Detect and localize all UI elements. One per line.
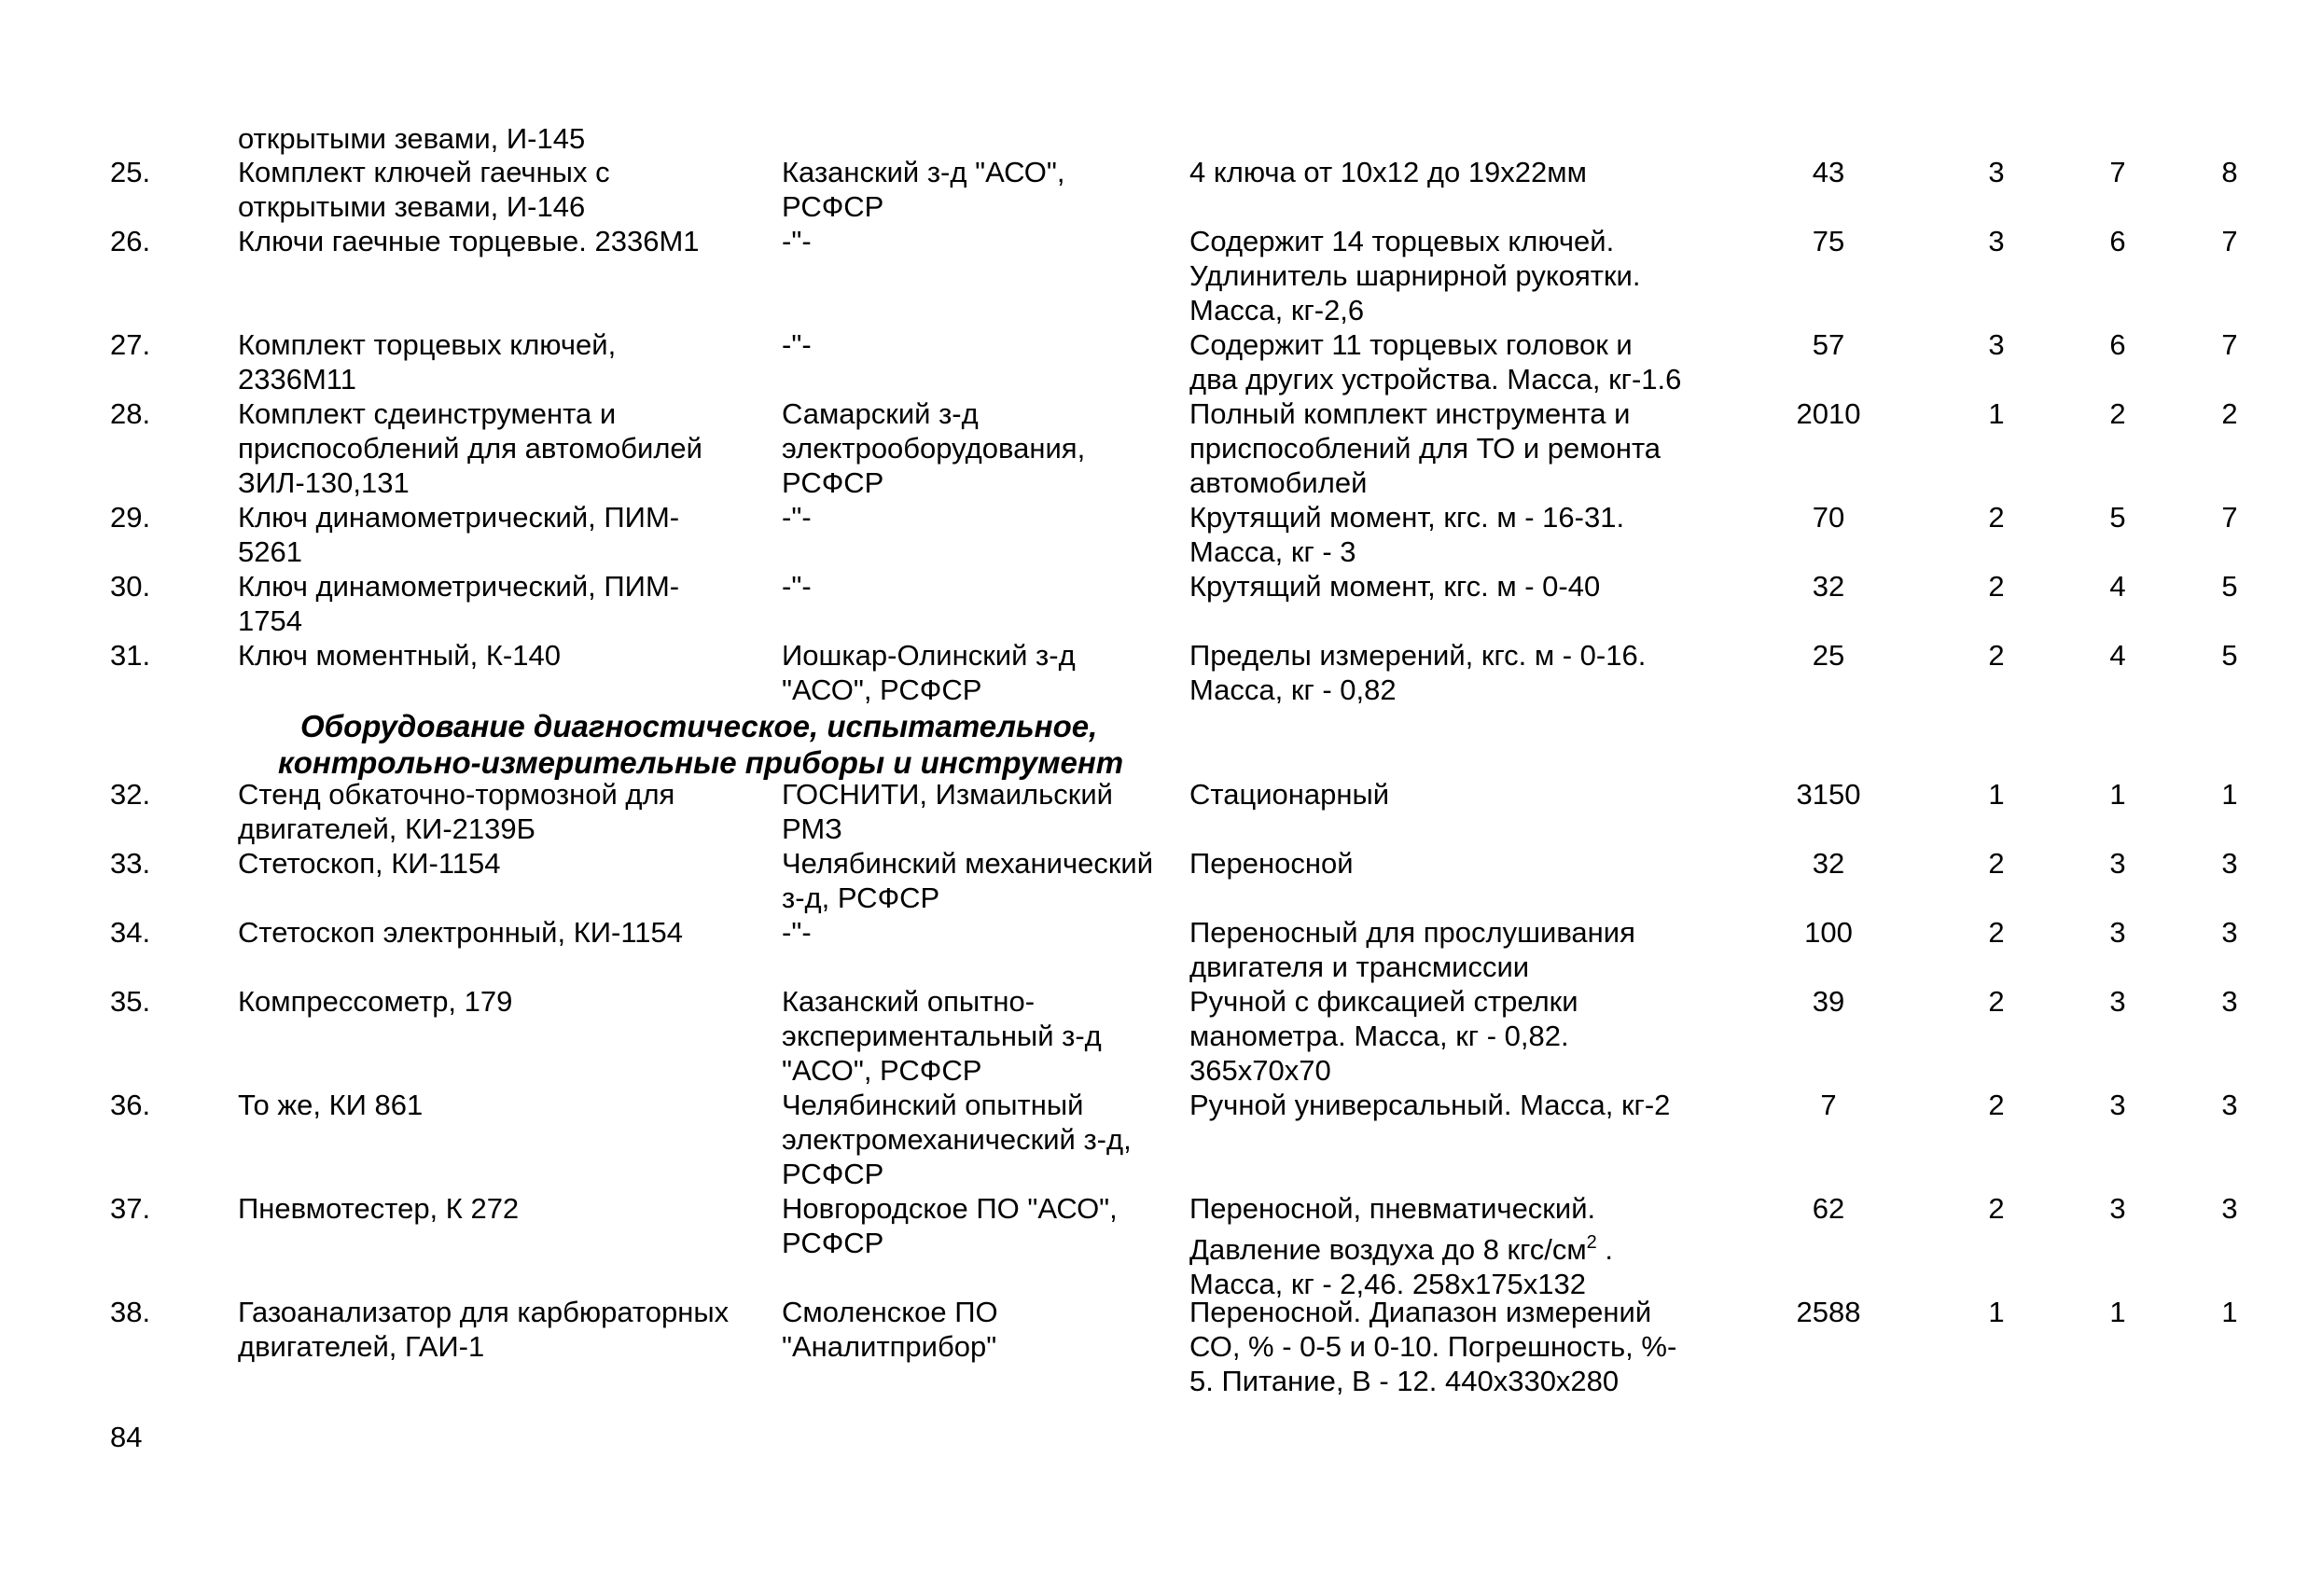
manufacturer: -"- <box>782 916 812 949</box>
value-col-3: 3 <box>2109 1089 2126 1121</box>
value-col-3: 7 <box>2109 156 2126 188</box>
value-col-2: 2 <box>1988 1089 2005 1121</box>
description: Ручной с фиксацией стрелки <box>1189 985 1578 1018</box>
description: Масса, кг - 0,82 <box>1189 673 1397 706</box>
value-col-1: 2588 <box>1796 1296 1861 1328</box>
value-col-2: 3 <box>1988 328 2005 361</box>
value-col-1: 43 <box>1812 156 1845 188</box>
row-number: 35. <box>110 985 151 1018</box>
description: 5. Питание, В - 12. 440х330х280 <box>1189 1365 1620 1397</box>
description: двигателя и трансмиссии <box>1189 951 1530 983</box>
item-name: Ключ динамометрический, ПИМ- <box>238 570 680 603</box>
description: Содержит 14 торцевых ключей. <box>1189 225 1615 257</box>
item-name: Комплект торцевых ключей, <box>238 328 617 361</box>
value-col-3: 3 <box>2109 916 2126 949</box>
value-col-4: 1 <box>2221 1296 2238 1328</box>
description: Содержит 11 торцевых головок и <box>1189 328 1633 361</box>
page-number: 84 <box>110 1421 143 1453</box>
value-col-1: 57 <box>1812 328 1845 361</box>
description: Масса, кг-2,6 <box>1189 294 1365 326</box>
item-name: Газоанализатор для карбюраторных <box>238 1296 730 1328</box>
description: Масса, кг - 3 <box>1189 535 1356 568</box>
value-col-1: 70 <box>1812 501 1845 534</box>
item-name: 5261 <box>238 535 302 568</box>
value-col-3: 3 <box>2109 847 2126 880</box>
manufacturer: РСФСР <box>782 1227 884 1259</box>
continuation-text: открытыми зевами, И-145 <box>238 122 586 155</box>
description: Ручной универсальный. Масса, кг-2 <box>1189 1089 1671 1121</box>
value-col-1: 62 <box>1812 1192 1845 1225</box>
value-col-3: 3 <box>2109 1192 2126 1225</box>
value-col-2: 1 <box>1988 778 2005 811</box>
row-number: 25. <box>110 156 151 188</box>
value-col-2: 2 <box>1988 985 2005 1018</box>
item-name: ЗИЛ-130,131 <box>238 466 410 499</box>
value-col-1: 2010 <box>1796 397 1861 430</box>
row-number: 26. <box>110 225 151 257</box>
value-col-1: 3150 <box>1796 778 1861 811</box>
value-col-1: 39 <box>1812 985 1845 1018</box>
description: СО, % - 0-5 и 0-10. Погрешность, %- <box>1189 1330 1677 1363</box>
value-col-2: 1 <box>1988 1296 2005 1328</box>
value-col-2: 2 <box>1988 501 2005 534</box>
value-col-1: 25 <box>1812 639 1845 672</box>
value-col-4: 7 <box>2221 328 2238 361</box>
row-number: 32. <box>110 778 151 811</box>
manufacturer: -"- <box>782 225 812 257</box>
value-col-3: 6 <box>2109 225 2126 257</box>
section-heading: Оборудование диагностическое, испытательное, <box>300 709 1098 743</box>
description: Переносной, пневматический. <box>1189 1192 1596 1225</box>
description: Давление воздуха до 8 кгс/$см^2$ . <box>1189 1232 1614 1266</box>
value-col-3: 6 <box>2109 328 2126 361</box>
manufacturer: РСФСР <box>782 1158 884 1190</box>
value-col-3: 5 <box>2109 501 2126 534</box>
value-col-4: 3 <box>2221 985 2238 1018</box>
value-col-2: 2 <box>1988 570 2005 603</box>
description: Удлинитель шарнирной рукоятки. <box>1189 259 1641 292</box>
value-col-4: 2 <box>2221 397 2238 430</box>
section-heading: контрольно-измерительные приборы и инструмент <box>278 745 1124 780</box>
manufacturer: электромеханический з-д, <box>782 1123 1132 1156</box>
manufacturer: "АСО", РСФСР <box>782 1054 982 1087</box>
manufacturer: Смоленское ПО <box>782 1296 998 1328</box>
value-col-3: 4 <box>2109 639 2126 672</box>
row-number: 37. <box>110 1192 151 1225</box>
manufacturer: з-д, РСФСР <box>782 881 940 914</box>
row-number: 30. <box>110 570 151 603</box>
description: 4 ключа от 10х12 до 19х22мм <box>1189 156 1587 188</box>
item-name: открытыми зевами, И-146 <box>238 190 586 223</box>
item-name: Ключи гаечные торцевые. 2336М1 <box>238 225 700 257</box>
value-col-2: 2 <box>1988 1192 2005 1225</box>
manufacturer: Новгородское ПО "АСО", <box>782 1192 1118 1225</box>
description: 365х70х70 <box>1189 1054 1331 1087</box>
manufacturer: Самарский з-д <box>782 397 979 430</box>
value-col-2: 1 <box>1988 397 2005 430</box>
value-col-4: 3 <box>2221 1192 2238 1225</box>
value-col-4: 7 <box>2221 225 2238 257</box>
description: приспособлений для ТО и ремонта <box>1189 432 1661 465</box>
manufacturer: -"- <box>782 328 812 361</box>
value-col-3: 4 <box>2109 570 2126 603</box>
manufacturer: Казанский опытно- <box>782 985 1036 1018</box>
item-name: Компрессометр, 179 <box>238 985 513 1018</box>
value-col-1: 7 <box>1820 1089 1837 1121</box>
row-number: 29. <box>110 501 151 534</box>
value-col-1: 75 <box>1812 225 1845 257</box>
item-name: приспособлений для автомобилей <box>238 432 702 465</box>
row-number: 27. <box>110 328 151 361</box>
manufacturer: Иошкар-Олинский з-д <box>782 639 1076 672</box>
item-name: То же, КИ 861 <box>238 1089 424 1121</box>
description: Стационарный <box>1189 778 1390 811</box>
manufacturer: -"- <box>782 501 812 534</box>
item-name: Комплект ключей гаечных с <box>238 156 610 188</box>
manufacturer: "Аналитприбор" <box>782 1330 997 1363</box>
value-col-4: 7 <box>2221 501 2238 534</box>
item-name: Стетоскоп электронный, КИ-1154 <box>238 916 684 949</box>
description: Переносный для прослушивания <box>1189 916 1635 949</box>
value-col-4: 5 <box>2221 639 2238 672</box>
description: Переносной. Диапазон измерений <box>1189 1296 1652 1328</box>
value-col-1: 32 <box>1812 570 1845 603</box>
item-name: двигателей, КИ-2139Б <box>238 812 535 845</box>
row-number: 34. <box>110 916 151 949</box>
item-name: двигателей, ГАИ-1 <box>238 1330 485 1363</box>
row-number: 28. <box>110 397 151 430</box>
manufacturer: ГОСНИТИ, Измаильский <box>782 778 1113 811</box>
value-col-2: 3 <box>1988 156 2005 188</box>
row-number: 31. <box>110 639 151 672</box>
value-col-2: 2 <box>1988 916 2005 949</box>
value-col-3: 2 <box>2109 397 2126 430</box>
value-col-3: 1 <box>2109 1296 2126 1328</box>
value-col-4: 3 <box>2221 1089 2238 1121</box>
manufacturer: Челябинский механический <box>782 847 1154 880</box>
value-col-4: 5 <box>2221 570 2238 603</box>
description: манометра. Масса, кг - 0,82. <box>1189 1020 1569 1052</box>
manufacturer: электрооборудования, <box>782 432 1086 465</box>
value-col-4: 3 <box>2221 916 2238 949</box>
item-name: 1754 <box>238 604 302 637</box>
row-number: 33. <box>110 847 151 880</box>
description-suffix: . <box>1596 1233 1614 1266</box>
manufacturer: Челябинский опытный <box>782 1089 1084 1121</box>
description: автомобилей <box>1189 466 1368 499</box>
superscript: 2 <box>1586 1232 1597 1253</box>
description: Крутящий момент, кгс. м - 0-40 <box>1189 570 1601 603</box>
value-col-4: 3 <box>2221 847 2238 880</box>
value-col-2: 3 <box>1988 225 2005 257</box>
item-name: Комплект сдеинструмента и <box>238 397 617 430</box>
manufacturer: РСФСР <box>782 190 884 223</box>
value-col-4: 8 <box>2221 156 2238 188</box>
manufacturer: "АСО", РСФСР <box>782 673 982 706</box>
item-name: Стенд обкаточно-тормозной для <box>238 778 675 811</box>
manufacturer: экспериментальный з-д <box>782 1020 1102 1052</box>
item-name: Ключ динамометрический, ПИМ- <box>238 501 680 534</box>
item-name: Пневмотестер, К 272 <box>238 1192 520 1225</box>
description: Пределы измерений, кгс. м - 0-16. <box>1189 639 1647 672</box>
manufacturer: -"- <box>782 570 812 603</box>
manufacturer: Казанский з-д "АСО", <box>782 156 1065 188</box>
value-col-2: 2 <box>1988 847 2005 880</box>
description: два других устройства. Масса, кг-1.6 <box>1189 363 1682 396</box>
description: Переносной <box>1189 847 1354 880</box>
description: Полный комплект инструмента и <box>1189 397 1631 430</box>
value-col-4: 1 <box>2221 778 2238 811</box>
row-number: 38. <box>110 1296 151 1328</box>
value-col-1: 100 <box>1804 916 1853 949</box>
description: Масса, кг - 2,46. 258х175х132 <box>1189 1268 1587 1300</box>
description: Крутящий момент, кгс. м - 16-31. <box>1189 501 1625 534</box>
manufacturer: РСФСР <box>782 466 884 499</box>
manufacturer: РМЗ <box>782 812 842 845</box>
value-col-2: 2 <box>1988 639 2005 672</box>
value-col-1: 32 <box>1812 847 1845 880</box>
value-col-3: 3 <box>2109 985 2126 1018</box>
item-name: 2336М11 <box>238 363 356 396</box>
value-col-3: 1 <box>2109 778 2126 811</box>
row-number: 36. <box>110 1089 151 1121</box>
item-name: Стетоскоп, КИ-1154 <box>238 847 501 880</box>
item-name: Ключ моментный, К-140 <box>238 639 561 672</box>
